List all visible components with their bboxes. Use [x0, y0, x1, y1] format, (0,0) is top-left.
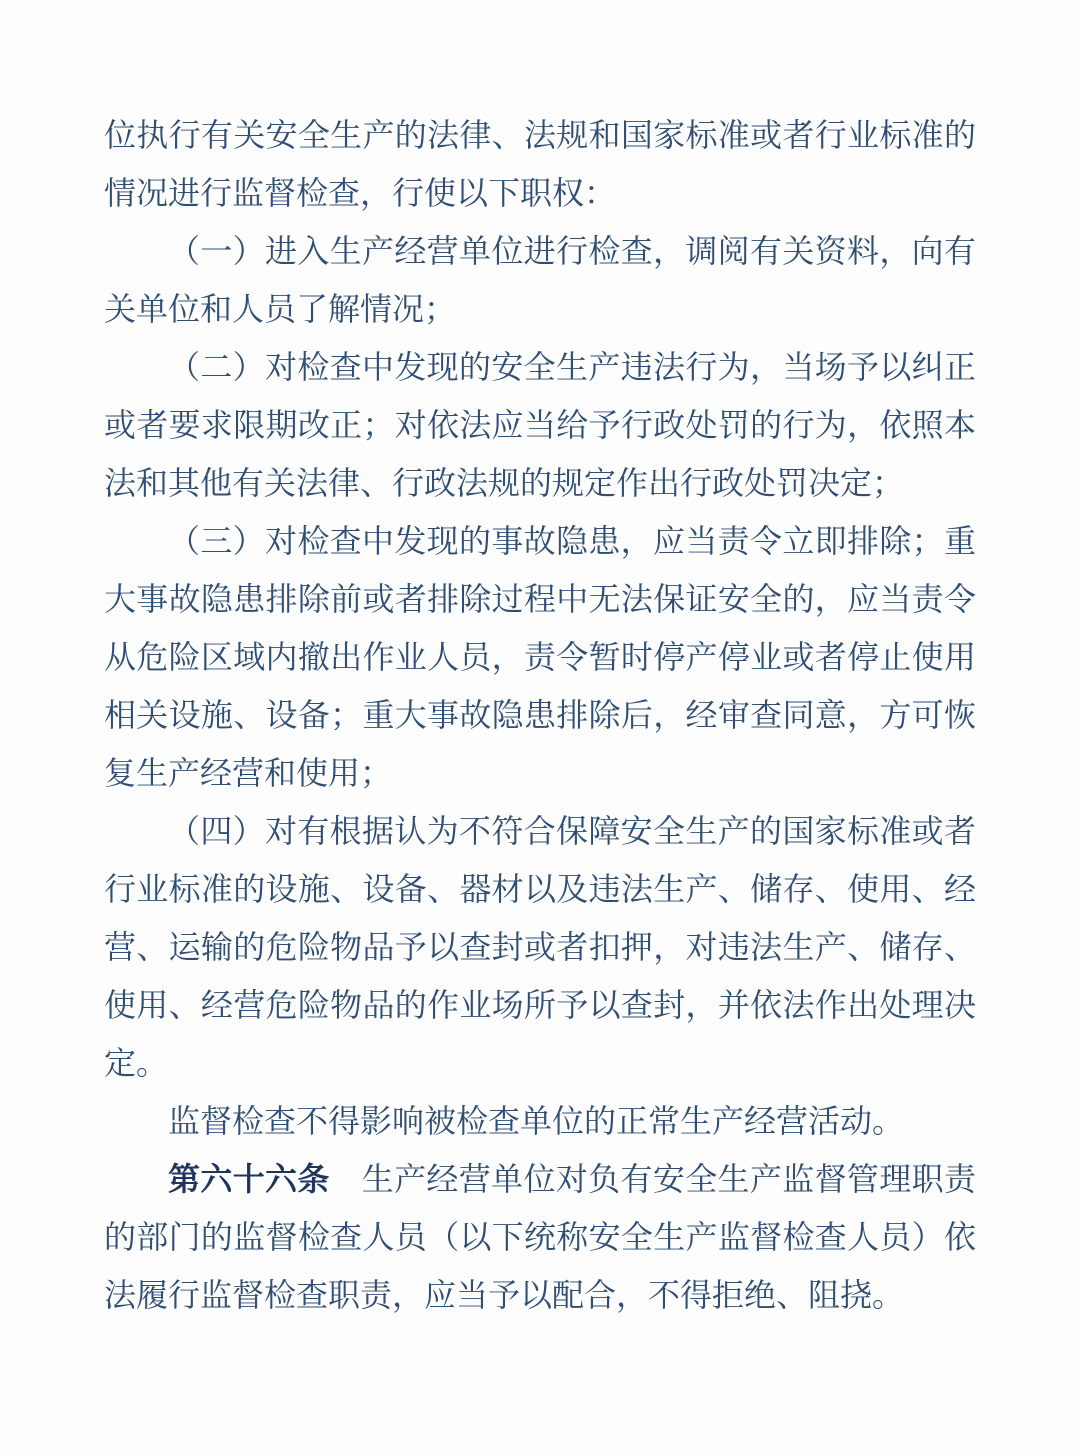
clause-item-4: （四）对有根据认为不符合保障安全生产的国家标准或者行业标准的设施、设备、器材以及违法生产、储存、使用、经营、运输的危险物品予以查封或者扣押，对违法生产、储存、使用、经营危险物品的作业场所予以查封，并依法作出处理决定。 [104, 813, 976, 1081]
clause-item-3: （三）对检查中发现的事故隐患，应当责令立即排除；重大事故隐患排除前或者排除过程中无法保证安全的，应当责令从危险区域内撤出作业人员，责令暂时停产停业或者停止使用相关设施、设备；重大事故隐患排除后，经审查同意，方可恢复生产经营和使用； [104, 523, 976, 791]
paragraph-article-66 [104, 1150, 976, 1324]
paragraph-supervision-note: 监督检查不得影响被检查单位的正常生产经营活动。 [168, 1103, 905, 1139]
article-66-text: 生产经营单位对负有安全生产监督管理职责的部门的监督检查人员（以下统称安全生产监督检查人员）依法履行监督检查职责，应当予以配合，不得拒绝、阻挠。 [104, 1161, 976, 1313]
document-body [104, 106, 976, 1324]
article-number: 第六十六条 [168, 1161, 330, 1197]
clause-item-1: （一）进入生产经营单位进行检查，调阅有关资料，向有关单位和人员了解情况； [104, 233, 976, 327]
paragraph-continuation: 位执行有关安全生产的法律、法规和国家标准或者行业标准的情况进行监督检查，行使以下职权： [104, 117, 976, 211]
clause-item-2: （二）对检查中发现的安全生产违法行为，当场予以纠正或者要求限期改正；对依法应当给予行政处罚的行为，依照本法和其他有关法律、行政法规的规定作出行政处罚决定； [104, 349, 976, 501]
